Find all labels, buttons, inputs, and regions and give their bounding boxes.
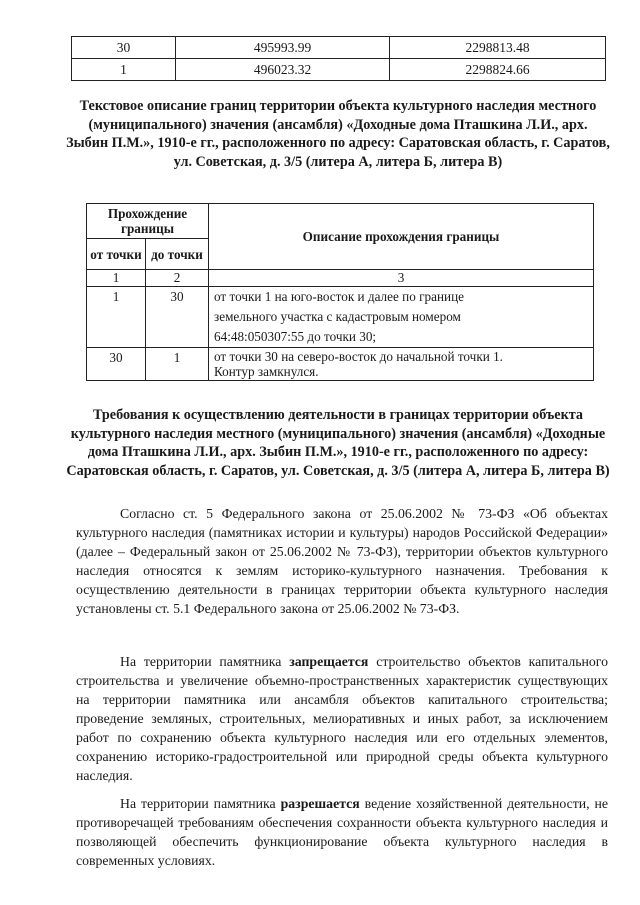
boundary-description-heading: Текстовое описание границ территории объекта культурного наследия местного (муниципального) значения (ансамбля) «Доходные дома Пташкина Л.И., арх. Зыбин П.М.», 1910-е гг., расположенного по адресу: Саратовская область, г. Саратов, ул. Советская, д. 3/5 (литера А, литера Б, литера В) [66,98,610,170]
table-row [87,287,594,348]
description-line: от точки 1 на юго-восток и далее по границе [214,289,464,304]
table-row [72,37,606,59]
x-coordinate-cell: 496023.32 [176,59,390,81]
to-point-cell: 1 [146,348,209,381]
coordinates-table [71,36,606,81]
x-coordinate-cell: 495993.99 [176,37,390,59]
table-row [72,59,606,81]
paragraph-text: строительство объектов капитального строительства и увеличение объемно-пространственных характеристик существующих на территории памятника или ансамбля объектов капитального строительства; проведение земляных, строительных, мелиоративных и иных работ, за исключением работ по сохранению объекта культурного наследия или его отдельных элементов, сохранению историко-градостроительной или природной среды объекта культурного наследия. [76,654,608,783]
from-point-cell: 30 [87,348,146,381]
column-number-row [87,270,594,287]
legal-basis-paragraph: Согласно ст. 5 Федерального закона от 25.06.2002 № 73-ФЗ «Об объектах культурного наследия (памятниках истории и культуры) народов Российской Федерации» (далее – Федеральный закон от 25.06.2002 № 73-ФЗ), территории объектов культурного наследия относятся к землям историко-культурного назначения. Требования к осуществлению деятельности в границах территории объекта культурного наследия установлены ст. 5.1 Федерального закона от 25.06.2002 № 73-ФЗ. [76,506,608,616]
description-line: земельного участка с кадастровым номером [214,309,461,324]
activity-requirements-heading: Требования к осуществлению деятельности в границах территории объекта культурного наследия местного (муниципального) значения (ансамбля) «Доходные дома Пташкина Л.И., арх. Зыбин П.М.», 1910-е гг., расположенного по адресу: Саратовская область, г. Саратов, ул. Советская, д. 3/5 (литера А, литера Б, литера В) [66,407,610,479]
permitted-keyword: разрешается [280,796,360,811]
paragraph-text: ведение хозяйственной деятельности, не противоречащей требованиям обеспечения сохранности объекта культурного наследия и позволяющей обеспечить функционирование объекта культурного наследия в современных условиях. [76,796,608,868]
description-line: 64:48:050307:55 до точки 30; [214,329,377,344]
description-cell [209,348,594,381]
permitted-activities-paragraph [76,794,608,870]
point-cell: 30 [72,37,176,59]
column-number: 1 [87,270,146,287]
description-line: от точки 30 на северо-восток до начальной точки 1. [214,349,503,364]
y-coordinate-cell: 2298824.66 [390,59,606,81]
description-line: Контур замкнулся. [214,364,319,379]
y-coordinate-cell: 2298813.48 [390,37,606,59]
column-number: 2 [146,270,209,287]
boundary-table [86,203,594,381]
prohibited-activities-paragraph [76,652,608,785]
header-from-point: от точки [87,239,146,270]
table-header-row [87,204,594,239]
table-row [87,348,594,381]
header-boundary-description: Описание прохождения границы [209,204,594,270]
header-to-point: до точки [146,239,209,270]
paragraph-text: На территории памятника [120,796,281,811]
prohibited-keyword: запрещается [289,654,369,669]
column-number: 3 [209,270,594,287]
paragraph-text: На территории памятника [120,654,290,669]
description-cell [209,287,594,348]
point-cell: 1 [72,59,176,81]
header-boundary-passage: Прохождение границы [87,204,209,239]
to-point-cell: 30 [146,287,209,348]
from-point-cell: 1 [87,287,146,348]
